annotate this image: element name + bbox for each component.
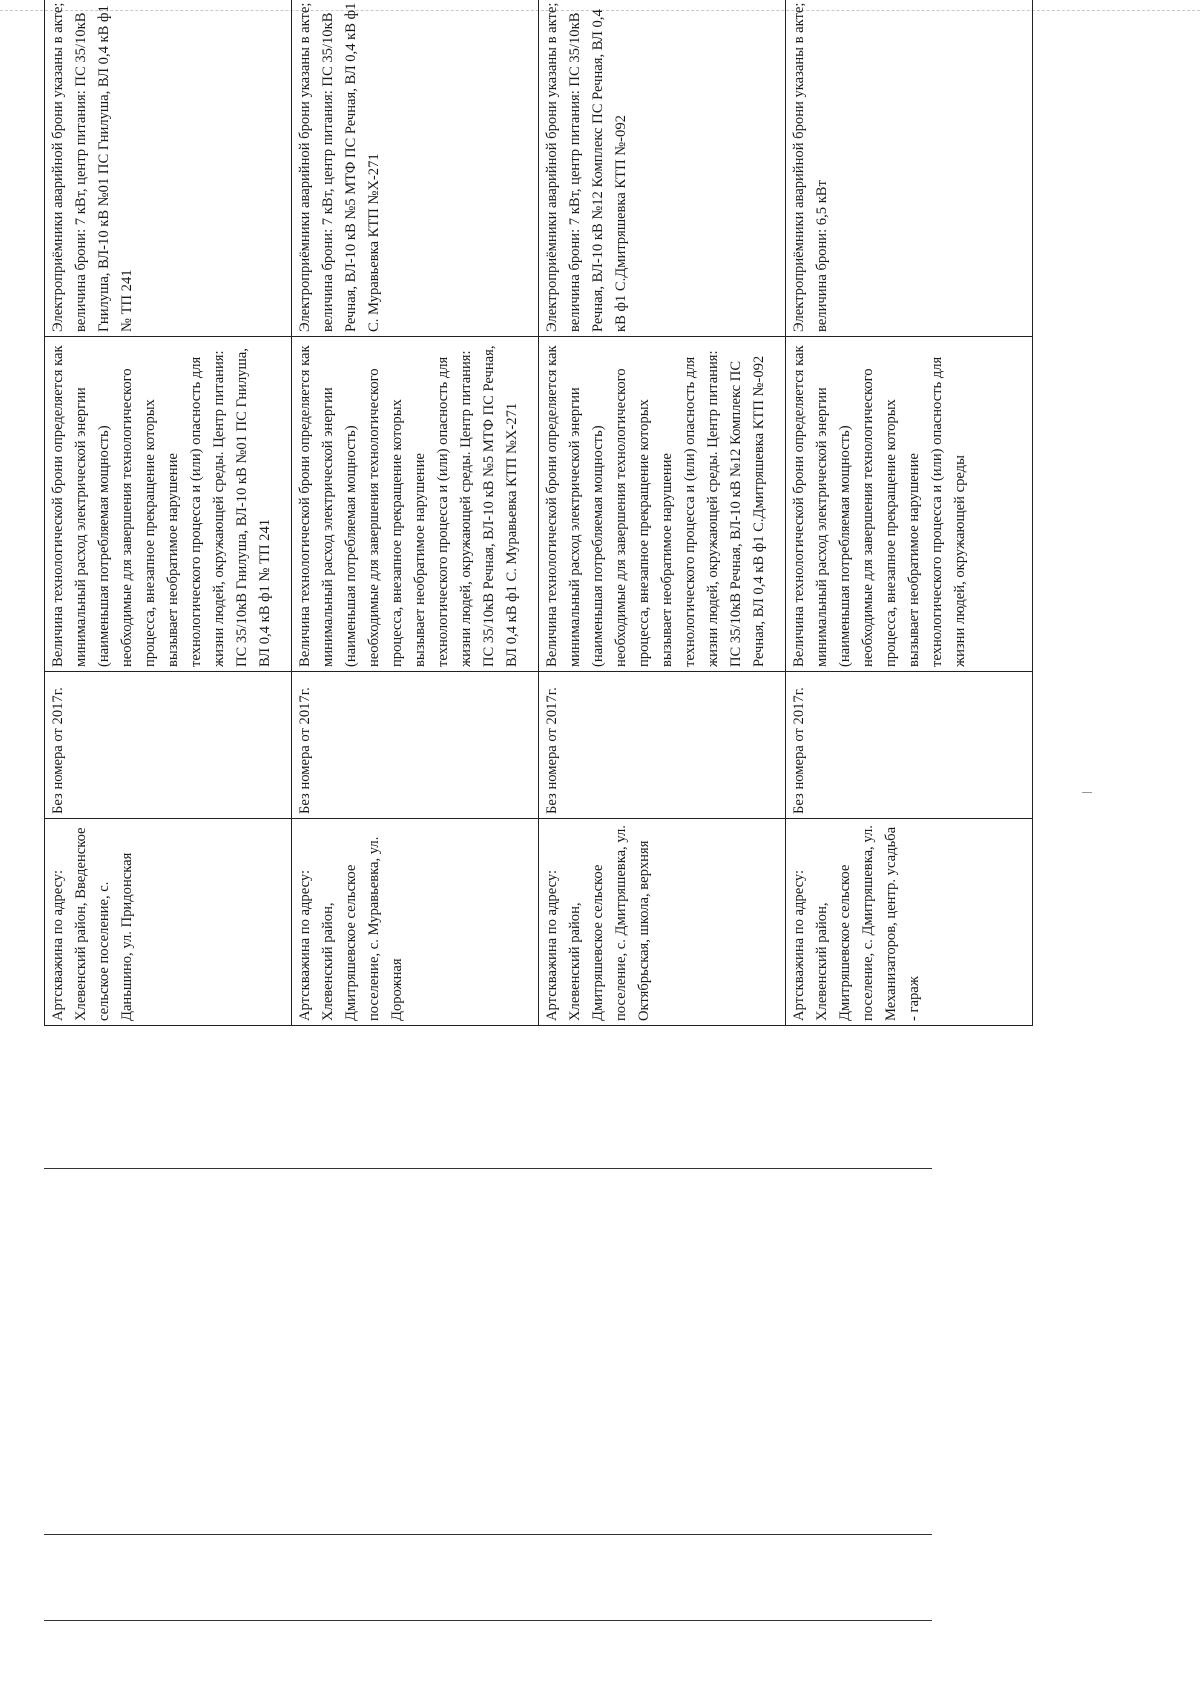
object-address-cell: Артскважина по адресу: Хлевенский район, Дмитряшевское сельское поселение, с. Дмитряшевка, ул. Механизаторов, центр. усадьба - гараж — [786, 819, 1033, 1026]
reserve-table — [44, 0, 1033, 1026]
tech-reserve-cell: Величина технологической брони определяется как минимальный расход электрической энергии (наименьшая потребляемая мощность) необходимые для завершения технологического процесса, внезапное прекращение которых вызывает необратимое нарушение технологического процесса и (или) опасность для жизни людей, окружающей среды — [786, 337, 1033, 672]
object-address-cell: Артскважина по адресу: Хлевенский район, Введенское сельское поселение, с. Даньшино, ул. Придонская — [45, 819, 292, 1026]
signature-line — [44, 1168, 932, 1169]
emergency-reserve-cell: Электроприёмники аварийной брони указаны в акте; величина брони: 7 кВт, центр питания: ПС 35/10кВ Речная, ВЛ-10 кВ №5 МТФ ПС Речная, ВЛ 0,4 кВ ф1 С. Муравьевка КТП №Х-271 — [292, 0, 539, 337]
scan-mark — [1082, 792, 1092, 793]
signature-line — [44, 1534, 932, 1535]
object-address-cell: Артскважина по адресу: Хлевенский район, Дмитряшевское сельское поселение, с. Дмитряшевка, ул. Октябрьская, школа, верхняя — [539, 819, 786, 1026]
emergency-reserve-cell: Электроприёмники аварийной брони указаны в акте; величина брони: 6,5 кВт — [786, 0, 1033, 337]
tech-reserve-cell: Величина технологической брони определяется как минимальный расход электрической энергии (наименьшая потребляемая мощность) необходимые для завершения технологического процесса, внезапное прекращение которых вызывает необратимое нарушение технологического процесса и (или) опасность для жизни людей, окружающей среды. Центр питания: ПС 35/10кВ Речная, ВЛ-10 кВ №5 МТФ ПС Речная, ВЛ 0,4 кВ ф1 С. Муравьевка КТП №Х-271 — [292, 337, 539, 672]
signature-line — [44, 1620, 932, 1621]
table-row — [786, 0, 1033, 1026]
table-row — [292, 0, 539, 1026]
document-ref-cell: Без номера от 2017г. — [292, 672, 539, 819]
table-row — [539, 0, 786, 1026]
object-address-cell: Артскважина по адресу: Хлевенский район, Дмитряшевское сельское поселение, с. Муравьевка, ул. Дорожная — [292, 819, 539, 1026]
tech-reserve-cell: Величина технологической брони определяется как минимальный расход электрической энергии (наименьшая потребляемая мощность) необходимые для завершения технологического процесса, внезапное прекращение которых вызывает необратимое нарушение технологического процесса и (или) опасность для жизни людей, окружающей среды. Центр питания: ПС 35/10кВ Гнилуша, ВЛ-10 кВ №01 ПС Гнилуша, ВЛ 0,4 кВ ф1 № ТП 241 — [45, 337, 292, 672]
document-ref-cell: Без номера от 2017г. — [45, 672, 292, 819]
emergency-reserve-cell: Электроприёмники аварийной брони указаны в акте; величина брони: 7 кВт, центр питания: ПС 35/10кВ Речная, ВЛ-10 кВ №12 Комплекс ПС Речная, ВЛ 0,4 кВ ф1 С.Дмитряшевка КТП №-092 — [539, 0, 786, 337]
rotated-page-content — [44, 2, 968, 1700]
table-row — [45, 0, 292, 1026]
tech-reserve-cell: Величина технологической брони определяется как минимальный расход электрической энергии (наименьшая потребляемая мощность) необходимые для завершения технологического процесса, внезапное прекращение которых вызывает необратимое нарушение технологического процесса и (или) опасность для жизни людей, окружающей среды. Центр питания: ПС 35/10кВ Речная, ВЛ-10 кВ №12 Комплекс ПС Речная, ВЛ 0,4 кВ ф1 С.Дмитряшевка КТП №-092 — [539, 337, 786, 672]
emergency-reserve-cell: Электроприёмники аварийной брони указаны в акте; величина брони: 7 кВт, центр питания: ПС 35/10кВ Гнилуша, ВЛ-10 кВ №01 ПС Гнилуша, ВЛ 0,4 кВ ф1 № ТП 241 — [45, 0, 292, 337]
document-ref-cell: Без номера от 2017г. — [786, 672, 1033, 819]
document-ref-cell: Без номера от 2017г. — [539, 672, 786, 819]
